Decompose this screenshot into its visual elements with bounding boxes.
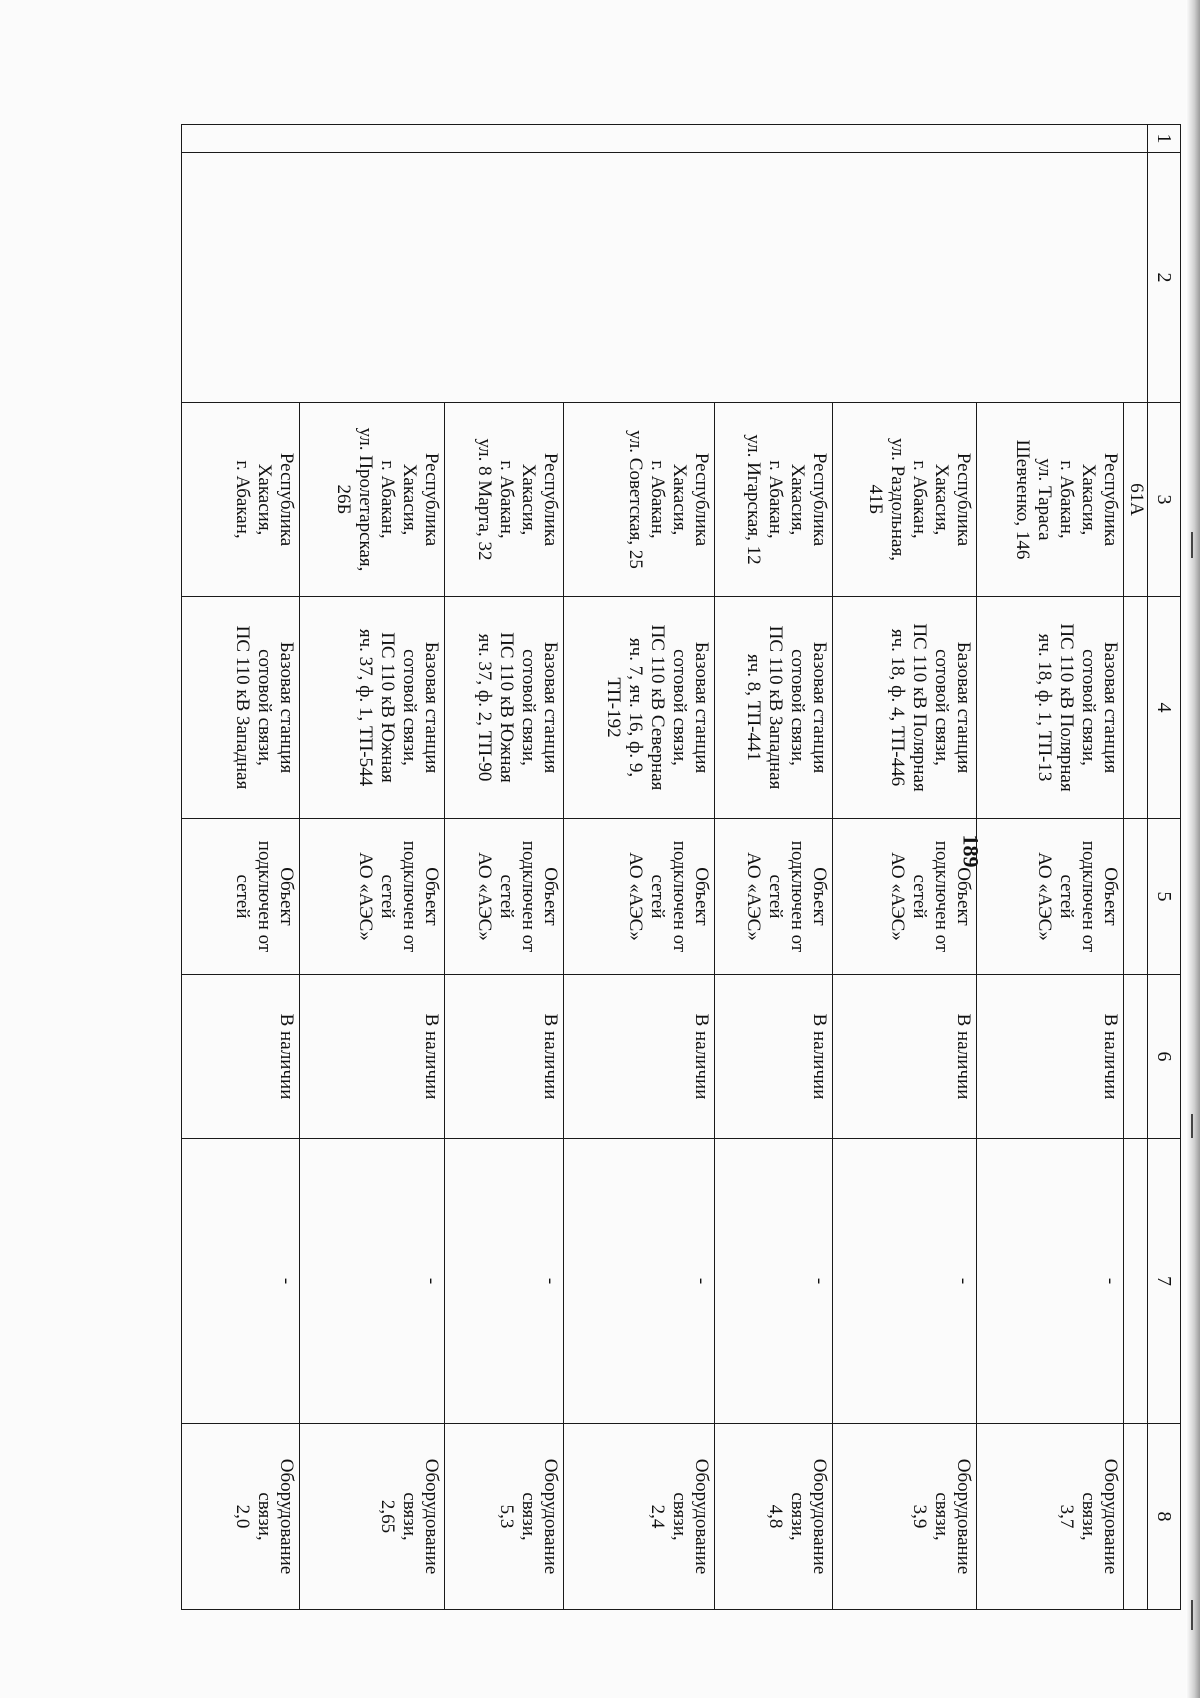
cell-line: 4,8	[764, 1504, 786, 1529]
cell-col6: В наличии	[977, 975, 1124, 1139]
cell-line: Объект	[691, 867, 713, 926]
cell-line: сетей	[647, 874, 669, 919]
cell-line: 41Б	[865, 484, 887, 515]
cell-line: АО «АЭС»	[887, 852, 909, 941]
cell-line: ПС 110 кВ Западная	[232, 625, 254, 790]
cell-line: Хакасия,	[786, 463, 808, 536]
cell-line: сетей	[764, 874, 786, 919]
cell-col4	[977, 597, 1124, 819]
cell-col8	[182, 1424, 300, 1610]
page-number: 189	[958, 834, 984, 868]
cell-line: подключен от	[254, 840, 276, 953]
cell-line: Оборудование	[540, 1458, 562, 1575]
cell-line: сетей	[496, 874, 518, 919]
cell-line: Хакасия,	[398, 463, 420, 536]
column-number: 3	[1148, 403, 1181, 597]
cell-line: Республика	[420, 452, 442, 547]
column-number: 4	[1148, 597, 1181, 819]
cell-line: Объект	[808, 867, 830, 926]
cell-col5	[715, 819, 832, 975]
cell-line: г. Абакан,	[647, 460, 669, 539]
column-number: 7	[1148, 1139, 1181, 1424]
cell-line: Республика	[1099, 452, 1121, 547]
cell-line: г. Абакан,	[376, 460, 398, 539]
cell-col2	[182, 153, 1148, 403]
cell-line: ПС 110 кВ Западная	[764, 625, 786, 790]
scan-artifact	[1191, 1600, 1193, 1630]
cell-line: Объект	[276, 867, 298, 926]
cell-line: г. Абакан,	[496, 460, 518, 539]
cell-line: сетей	[376, 874, 398, 919]
cell-line: Базовая станция	[276, 641, 298, 774]
cell-col5	[564, 819, 715, 975]
cell-line: Оборудование	[808, 1458, 830, 1575]
cell-line: Базовая станция	[808, 641, 830, 774]
cell-line: Республика	[691, 452, 713, 547]
cell-line: Базовая станция	[953, 641, 975, 774]
cell-line: сотовой связи,	[398, 649, 420, 766]
cell-line: Республика	[276, 452, 298, 547]
cell-line: сотовой связи,	[669, 649, 691, 766]
registry-table	[181, 124, 1181, 1610]
cell-line: ул. Игарская, 12	[742, 434, 764, 565]
cell-line: г. Абакан,	[232, 460, 254, 539]
cell-line: Базовая станция	[691, 641, 713, 774]
cell-line: Хакасия,	[1077, 463, 1099, 536]
scan-artifact	[1191, 1114, 1193, 1138]
cell-col6: В наличии	[300, 975, 445, 1139]
cell-line: ул. 8 Марта, 32	[474, 438, 496, 561]
cell-line: г. Абакан,	[1055, 460, 1077, 539]
cell-line: Оборудование	[953, 1458, 975, 1575]
cell-col4	[832, 597, 977, 819]
cell-line: 26Б	[332, 484, 354, 515]
cell-col8	[1123, 1424, 1147, 1610]
cell-col8	[444, 1424, 563, 1610]
cell-col8	[977, 1424, 1124, 1610]
cell-line: АО «АЭС»	[742, 852, 764, 941]
cell-line: подключен от	[931, 840, 953, 953]
cell-line: яч. 37, ф. 1, ТП-544	[354, 628, 376, 787]
cell-col8	[715, 1424, 832, 1610]
cell-col1	[182, 125, 1148, 153]
cell-line: 3,9	[909, 1504, 931, 1529]
cell-line: сотовой связи,	[518, 649, 540, 766]
cell-line: Базовая станция	[540, 641, 562, 774]
cell-line: связи,	[254, 1492, 276, 1541]
cell-line: связи,	[518, 1492, 540, 1541]
cell-line: Оборудование	[420, 1458, 442, 1575]
cell-line: яч. 18, ф. 1, ТП-13	[1033, 633, 1055, 782]
scan-artifact	[1191, 532, 1193, 558]
cell-col3	[444, 403, 563, 597]
column-number-row	[1148, 125, 1181, 1610]
cell-line: Хакасия,	[669, 463, 691, 536]
cell-line: 5,3	[496, 1504, 518, 1529]
cell-line: ул. Тараса	[1033, 458, 1055, 541]
cell-col6	[1123, 975, 1147, 1139]
cell-col4	[182, 597, 300, 819]
cell-col4	[300, 597, 445, 819]
cell-col5	[300, 819, 445, 975]
cell-line: яч. 8, ТП-441	[742, 654, 764, 761]
column-number: 1	[1148, 125, 1181, 153]
cell-line: ул. Пролетарская,	[354, 427, 376, 572]
cell-col4	[715, 597, 832, 819]
cell-line: сотовой связи,	[254, 649, 276, 766]
cell-col6: В наличии	[564, 975, 715, 1139]
cell-line: связи,	[931, 1492, 953, 1541]
cell-line: яч. 18, ф. 4, ТП-446	[887, 628, 909, 787]
cell-line: г. Абакан,	[909, 460, 931, 539]
cell-line: Оборудование	[276, 1458, 298, 1575]
cell-line: сотовой связи,	[1077, 649, 1099, 766]
cell-line: сетей	[909, 874, 931, 919]
cell-line: связи,	[1077, 1492, 1099, 1541]
cell-col5	[182, 819, 300, 975]
cell-col6: В наличии	[182, 975, 300, 1139]
cell-line: Республика	[808, 452, 830, 547]
cell-line: АО «АЭС»	[1033, 852, 1055, 941]
cell-col8	[832, 1424, 977, 1610]
cell-col6: В наличии	[444, 975, 563, 1139]
cell-col6: В наличии	[832, 975, 977, 1139]
cell-col3	[564, 403, 715, 597]
cell-line: яч. 37, ф. 2, ТП-90	[474, 633, 496, 782]
cell-col3	[300, 403, 445, 597]
cell-line: Объект	[953, 867, 975, 926]
cell-line: 2,0	[232, 1504, 254, 1529]
cell-line: связи,	[669, 1492, 691, 1541]
cell-col4	[444, 597, 563, 819]
cell-line: г. Абакан,	[764, 460, 786, 539]
cell-line: Объект	[420, 867, 442, 926]
cell-line: сетей	[1055, 874, 1077, 919]
cell-line: подключен от	[1077, 840, 1099, 953]
cell-line: связи,	[398, 1492, 420, 1541]
cell-col5	[832, 819, 977, 975]
cell-line: Базовая станция	[420, 641, 442, 774]
cell-line: яч. 7, яч. 16, ф. 9,	[625, 637, 647, 778]
cell-col3	[715, 403, 832, 597]
column-number: 8	[1148, 1424, 1181, 1610]
cell-line: подключен от	[786, 840, 808, 953]
cell-line: Хакасия,	[518, 463, 540, 536]
cell-col8	[300, 1424, 445, 1610]
cell-line: Шевченко, 146	[1011, 439, 1033, 560]
cell-col5	[977, 819, 1124, 975]
cell-line: Хакасия,	[931, 463, 953, 536]
scan-edge-shadow	[1186, 0, 1200, 1698]
cell-col7: -	[182, 1139, 300, 1424]
cell-line: связи,	[786, 1492, 808, 1541]
column-number: 6	[1148, 975, 1181, 1139]
cell-col3	[182, 403, 300, 597]
continued-address-cell: 61А	[1123, 403, 1147, 597]
cell-line: ТП-192	[603, 677, 625, 738]
cell-line: Хакасия,	[254, 463, 276, 536]
cell-col5	[1123, 819, 1147, 975]
cell-line: подключен от	[518, 840, 540, 953]
cell-line: Базовая станция	[1099, 641, 1121, 774]
table-body	[182, 125, 1181, 1610]
cell-col7: -	[715, 1139, 832, 1424]
cell-line: АО «АЭС»	[625, 852, 647, 941]
cell-line: АО «АЭС»	[354, 852, 376, 941]
cell-line: Оборудование	[1099, 1458, 1121, 1575]
cell-line: ПС 110 кВ Полярная	[909, 623, 931, 792]
cell-col5	[444, 819, 563, 975]
cell-line: 3,7	[1055, 1504, 1077, 1529]
cell-line: ПС 110 кВ Южная	[376, 632, 398, 783]
cell-line: Оборудование	[691, 1458, 713, 1575]
cell-line: Республика	[953, 452, 975, 547]
column-number: 2	[1148, 153, 1181, 403]
cell-line: 2,65	[376, 1499, 398, 1534]
cell-line: Объект	[540, 867, 562, 926]
cell-line: ул. Раздольная,	[887, 438, 909, 561]
cell-col7: -	[832, 1139, 977, 1424]
cell-col7	[1123, 1139, 1147, 1424]
cell-line: 2,4	[647, 1504, 669, 1529]
registry-table-wrapper	[181, 124, 1181, 1609]
cell-line: ул. Советская, 25	[625, 430, 647, 569]
cell-line: ПС 110 кВ Южная	[496, 632, 518, 783]
cell-line: АО «АЭС»	[474, 852, 496, 941]
cell-line: ПС 110 кВ Полярная	[1055, 623, 1077, 792]
cell-line: Объект	[1099, 867, 1121, 926]
continuation-row	[1123, 125, 1147, 1610]
cell-line: Республика	[540, 452, 562, 547]
cell-line: подключен от	[669, 840, 691, 953]
cell-line: сотовой связи,	[931, 649, 953, 766]
cell-col4	[1123, 597, 1147, 819]
cell-col3	[832, 403, 977, 597]
cell-line: сотовой связи,	[786, 649, 808, 766]
cell-col7: -	[300, 1139, 445, 1424]
cell-col3	[977, 403, 1124, 597]
column-number: 5	[1148, 819, 1181, 975]
cell-col7: -	[977, 1139, 1124, 1424]
cell-col6: В наличии	[715, 975, 832, 1139]
cell-col7: -	[564, 1139, 715, 1424]
cell-line: подключен от	[398, 840, 420, 953]
cell-col7: -	[444, 1139, 563, 1424]
cell-line: ПС 110 кВ Северная	[647, 624, 669, 791]
cell-col8	[564, 1424, 715, 1610]
cell-line: сетей	[232, 874, 254, 919]
cell-col4	[564, 597, 715, 819]
